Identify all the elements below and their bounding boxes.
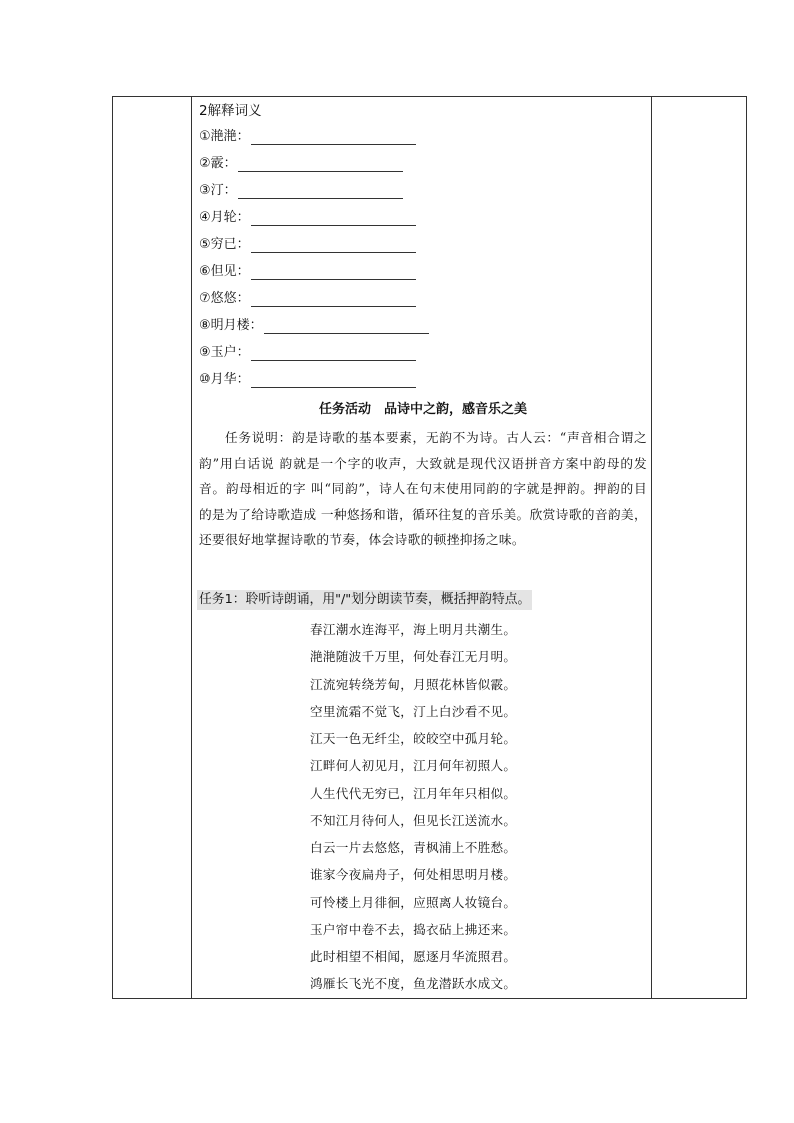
poem-line: 春江潮水连海平，海上明月共潮生。 bbox=[310, 622, 517, 637]
task-description: 任务说明：韵是诗歌的基本要素，无韵不为诗。古人云：“声音相合谓之韵”用白话说 韵就是一个字的收声，大致就是现代汉语拼音方案中韵母的发音。韵母相近的字 叫“同韵”，诗人在句末使用同韵的字就是押韵。押韵的目的是为了给诗歌造成 一种悠扬和谐，循环往复的音乐美。欣赏诗歌的音韵美，还要很好地掌握诗歌的节奏，体会诗歌的顿挫抑扬之味。 bbox=[199, 430, 647, 547]
poem-line: 江天一色无纤尘，皎皎空中孤月轮。 bbox=[310, 731, 517, 746]
vocab-item bbox=[199, 183, 403, 199]
answer-blank[interactable] bbox=[251, 293, 416, 307]
poem-line: 江畔何人初见月，江月何年初照人。 bbox=[310, 758, 517, 774]
column-divider-right bbox=[651, 97, 652, 998]
answer-blank[interactable] bbox=[238, 158, 403, 172]
vocab-item bbox=[199, 291, 416, 307]
poem-line: 玉户帘中卷不去，捣衣砧上拂还来。 bbox=[310, 921, 517, 937]
poem bbox=[310, 620, 516, 1002]
poem-line: 滟滟随波千万里，何处春江无月明。 bbox=[310, 649, 517, 665]
task-title: 任务活动 品诗中之韵，感音乐之美 bbox=[318, 402, 527, 417]
poem-line: 白云一片去悠悠，青枫浦上不胜愁。 bbox=[310, 840, 517, 855]
poem-line: 谁家今夜扁舟子，何处相思明月楼。 bbox=[310, 867, 517, 883]
vocab-item bbox=[199, 156, 403, 172]
vocab-item bbox=[199, 237, 416, 253]
poem-line: 此时相望不相闻，愿逐月华流照君。 bbox=[310, 949, 517, 964]
answer-blank[interactable] bbox=[251, 374, 416, 388]
vocab-term: ⑩月华： bbox=[199, 372, 250, 387]
task1-instruction: 任务1：聆听诗朗诵，用"/"划分朗读节奏，概括押韵特点。 bbox=[197, 590, 532, 610]
vocab-item bbox=[199, 129, 416, 145]
vocab-term: ⑦悠悠： bbox=[199, 291, 250, 306]
vocab-term: ④月轮： bbox=[199, 210, 250, 225]
vocab-term: ⑥但见： bbox=[199, 264, 250, 279]
answer-blank[interactable] bbox=[238, 185, 403, 199]
answer-blank[interactable] bbox=[251, 131, 416, 145]
answer-blank[interactable] bbox=[251, 347, 416, 361]
vocab-item bbox=[199, 345, 416, 361]
section-heading: 2解释词义 bbox=[199, 103, 262, 119]
poem-line: 可怜楼上月徘徊，应照离人妆镜台。 bbox=[310, 894, 517, 910]
poem-line: 江流宛转绕芳甸，月照花林皆似霰。 bbox=[310, 676, 517, 692]
vocab-term: ⑨玉户： bbox=[199, 345, 250, 360]
vocab-item bbox=[199, 372, 416, 388]
vocab-item bbox=[199, 210, 416, 226]
poem-line: 空里流霜不觉飞，汀上白沙看不见。 bbox=[310, 703, 517, 719]
vocab-item bbox=[199, 264, 416, 280]
vocab-term: ①滟滟： bbox=[199, 129, 250, 144]
vocab-term: ②霰： bbox=[199, 156, 237, 171]
answer-blank[interactable] bbox=[251, 266, 416, 280]
vocab-term: ③汀： bbox=[199, 183, 237, 198]
vocab-term: ⑧明月楼： bbox=[199, 318, 263, 333]
column-divider-left bbox=[191, 97, 192, 998]
answer-blank[interactable] bbox=[251, 212, 416, 226]
poem-line: 鸿雁长飞光不度，鱼龙潜跃水成文。 bbox=[310, 976, 517, 992]
answer-blank[interactable] bbox=[251, 239, 416, 253]
vocab-term: ⑤穷已： bbox=[199, 237, 250, 252]
vocab-item bbox=[199, 318, 429, 334]
poem-line: 人生代代无穷已，江月年年只相似。 bbox=[310, 785, 517, 801]
answer-blank[interactable] bbox=[264, 320, 429, 334]
poem-line: 不知江月待何人，但见长江送流水。 bbox=[310, 812, 517, 828]
